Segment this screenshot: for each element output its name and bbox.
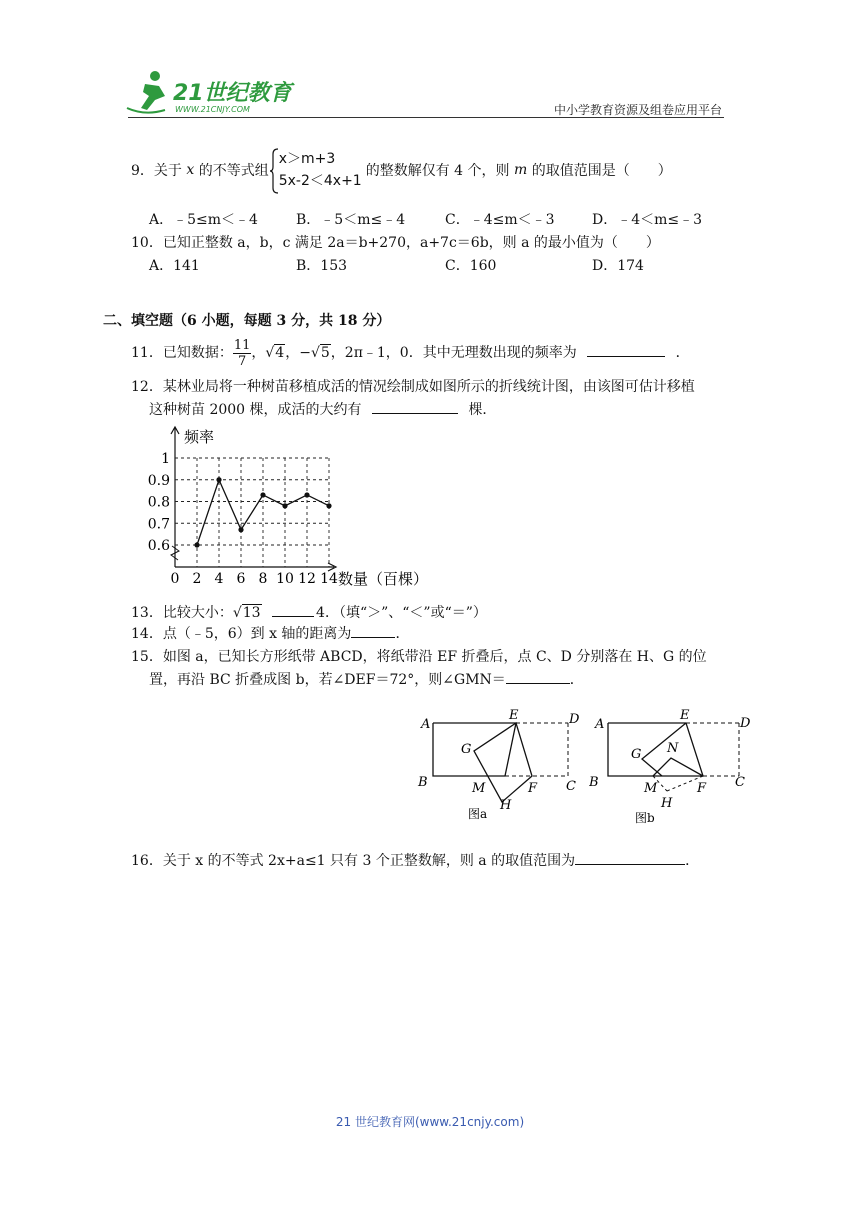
data-point [326,503,331,508]
y-tick-label: 0.6 [148,538,170,554]
q10-option-b[interactable]: B．153 [296,258,348,274]
section-2-title: 二、填空题（6 小题，每题 3 分，共 18 分） [103,313,391,329]
q14-answer-blank[interactable] [351,625,395,638]
q12-answer-blank[interactable] [372,401,458,414]
x-tick-label: 14 [320,571,338,587]
data-point [238,527,243,532]
fig-b-label-b: B [589,775,599,790]
runner-icon [127,71,165,113]
data-point [216,477,221,482]
sqrt-13: √13 [232,605,261,621]
data-point [304,492,309,497]
fig-b-label-a: A [595,717,605,732]
fig-a-label-c: C [566,779,576,794]
footer-link[interactable]: 21 世纪教育网(www.21cnjy.com) [335,1115,525,1129]
data-point [282,503,287,508]
header-divider [128,117,724,118]
q10-option-a[interactable]: A．141 [149,258,200,274]
logo-url: WWW.21CNJY.COM [175,105,250,114]
x-tick-label: 6 [236,571,246,587]
y-tick-label: 0.7 [148,516,170,533]
question-15-line-1: 15．如图 a，已知长方形纸带 ABCD，将纸带沿 EF 折叠后，点 C、D 分别落在 H、G 的位 [131,649,707,665]
sqrt-5: √5 [310,345,330,361]
fraction-11-7: $\frac{11}{7}$ [233,337,251,369]
q11-answer-blank[interactable] [587,344,665,357]
question-12-line-1: 12．某林业局将一种树苗移植成活的情况绘制成如图所示的折线统计图，由该图可估计移植 [131,379,695,395]
fig-b-label-c: C [735,775,745,790]
fig-b-label-n: N [667,741,679,756]
x-tick-label: 4 [214,571,224,587]
figure-a [414,706,590,826]
x-tick-label: 2 [192,571,202,587]
question-11: 11．已知数据： $\frac{11}{7}$ ，√4，−√5，2π﹣1，0．其中无理数出现的频率为 ． [131,337,690,369]
data-point [194,542,199,547]
y-tick-label: 0.9 [148,472,170,489]
q10-option-c[interactable]: C．160 [445,258,497,274]
q15-answer-blank[interactable] [506,671,570,684]
figure-b [589,706,759,830]
fig-b-label-d: D [740,716,751,731]
fig-a-label-a: A [421,717,431,732]
q9-option-c[interactable]: C．﹣4≤m＜﹣3 [445,212,555,228]
fig-a-label-h: H [500,798,512,813]
y-axis-title: 频率 [184,428,215,446]
q10-option-d[interactable]: D．174 [592,258,644,274]
fig-a-label-f: F [528,781,538,796]
fig-b-label-g: G [631,747,642,762]
fig-a-label-b: B [418,775,428,790]
question-16: 16．关于 x 的不等式 2x+a≤1 只有 3 个正整数解，则 a 的取值范围为 ． [131,853,700,869]
site-logo [125,66,295,120]
question-14: 14．点（﹣5，6）到 x 轴的距离为 ． [131,626,410,642]
question-15-line-2: 置，再沿 BC 折叠成图 b，若∠DEF＝72°，则∠GMN＝ ． [149,672,584,688]
q9-option-d[interactable]: D．﹣4＜m≤﹣3 [592,212,703,228]
axis-break-icon [171,546,179,560]
fig-b-label-e: E [680,708,690,723]
frequency-line-chart [148,424,438,590]
logo-text: 21世纪教育 [173,81,292,106]
y-tick-label: 1 [161,451,170,467]
sqrt-4: √4 [265,345,285,361]
y-tick-label: 0.8 [148,494,170,511]
q9-option-b[interactable]: B．﹣5＜m≤﹣4 [296,212,406,228]
question-10: 10．已知正整数 a，b，c 满足 2a＝b+270，a+7c＝6b，则 a 的最小值为（ ） [131,235,660,251]
x-tick-label: 0 [170,571,180,587]
question-9: 9．关于 x 的不等式组 x＞m+3 5x-2＜4x+1的整数解仅有 4 个，则 m 的取值范围是（ ） [131,148,672,198]
question-12-line-2: 这种树苗 2000 棵，成活的大约有 棵． [149,402,497,418]
x-tick-label: 12 [298,571,316,587]
fig-a-label-d: D [569,712,580,727]
fig-a-label-m: M [472,781,486,796]
fig-b-label-f: F [697,781,707,796]
fig-b-label-h: H [661,796,673,811]
data-point [260,492,265,497]
fig-a-caption: 图a [468,807,488,821]
header-platform-text: 中小学教育资源及组卷应用平台 [553,103,722,117]
fig-b-label-m: M [644,781,658,796]
system-line-1: x＞m+3 [278,151,336,167]
q16-answer-blank[interactable] [575,852,685,865]
q13-answer-blank[interactable] [272,604,314,617]
fig-b-caption: 图b [635,811,655,825]
inequality-system [269,148,362,192]
left-brace-icon [269,148,279,194]
system-line-2: 5x-2＜4x+1 [278,173,362,189]
question-13: 13．比较大小：√13 4．（填“＞”、“＜”或“＝”） [131,605,487,621]
x-tick-label: 10 [276,571,294,587]
x-tick-label: 8 [258,571,268,587]
fig-a-label-e: E [509,708,519,723]
q9-option-a[interactable]: A．﹣5≤m＜﹣4 [149,212,258,228]
fig-a-label-g: G [461,742,472,757]
x-axis-title: 数量（百棵） [338,570,429,588]
